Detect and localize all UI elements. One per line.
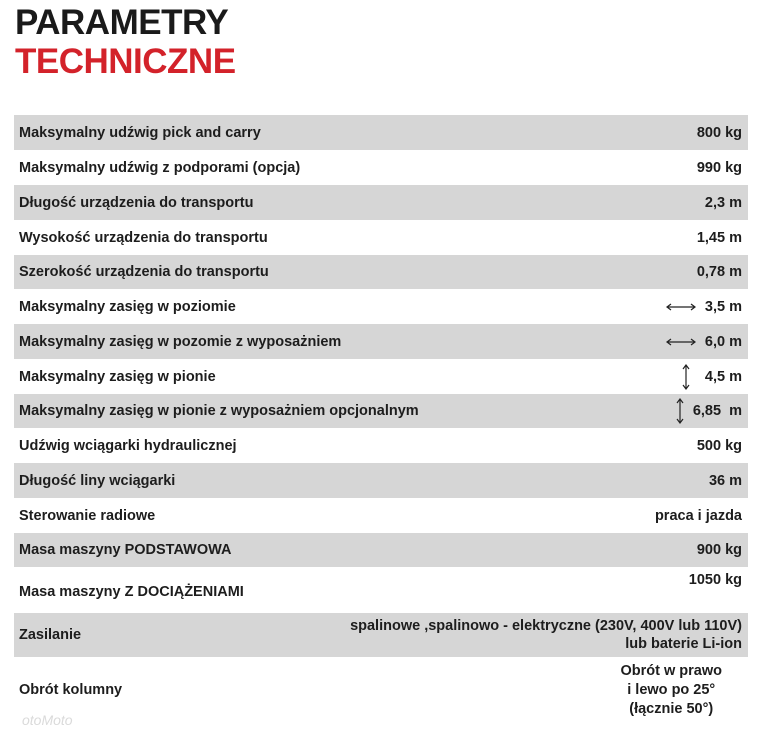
vertical-arrow-icon (681, 363, 691, 391)
title-line-techniczne: TECHNICZNE (15, 42, 236, 81)
spec-row-horizontal-reach-equipment (14, 324, 748, 359)
spec-row-transport-length (14, 185, 748, 220)
spec-row-mass-counterweights (14, 567, 748, 613)
spec-row-column-rotation (14, 657, 748, 723)
spec-row-vertical-reach-optional (14, 394, 748, 428)
spec-label: Wysokość urządzenia do transportu (19, 229, 268, 246)
spec-label: Szerokość urządzenia do transportu (19, 264, 269, 280)
page-title (15, 4, 236, 82)
spec-label: Maksymalny zasięg w pozomie z wyposażniem (19, 333, 342, 350)
spec-value: 3,5 m (704, 298, 742, 315)
spec-value: praca i jazda (654, 507, 742, 524)
title-line-parametry: PARAMETRY (15, 3, 229, 42)
spec-value: 500 kg (696, 437, 742, 454)
spec-label: Udźwig wciągarki hydraulicznej (19, 437, 237, 454)
vertical-arrow-icon (675, 397, 685, 425)
horizontal-arrow-icon (665, 302, 697, 312)
spec-value: 0,78 m (696, 264, 742, 280)
spec-row-transport-height (14, 220, 748, 255)
spec-row-power-supply (14, 613, 748, 657)
watermark: otoMoto (22, 712, 73, 728)
spec-label: Maksymalny zasięg w pionie (19, 368, 216, 385)
spec-row-radio-control (14, 498, 748, 533)
spec-table (14, 115, 748, 723)
spec-row-winch-rope-length (14, 463, 748, 498)
horizontal-arrow-icon (665, 337, 697, 347)
spec-value: 6,0 m (704, 333, 742, 350)
spec-value: 4,5 m (704, 368, 742, 385)
spec-value-line: i lewo po 25° (627, 681, 716, 698)
spec-value-line: lub baterie Li-ion (625, 636, 742, 652)
spec-value: 1,45 m (696, 229, 742, 246)
spec-value-line: Obrót w prawo (620, 662, 722, 679)
spec-label: Masa maszyny PODSTAWOWA (19, 542, 232, 558)
spec-value: 990 kg (696, 159, 742, 176)
spec-row-max-lift-pick-carry (14, 115, 748, 150)
spec-row-vertical-reach (14, 359, 748, 394)
spec-value: 6,85 m (692, 403, 742, 419)
spec-row-base-mass (14, 533, 748, 567)
spec-label: Długość liny wciągarki (19, 472, 176, 489)
spec-label: Obrót kolumny (19, 682, 123, 698)
spec-value: 2,3 m (704, 194, 742, 211)
spec-label: Długość urządzenia do transportu (19, 194, 254, 211)
spec-row-horizontal-reach (14, 289, 748, 324)
spec-row-transport-width (14, 255, 748, 289)
spec-value: 36 m (708, 472, 742, 489)
spec-value: 1050 kg (688, 572, 742, 588)
spec-row-max-lift-outriggers (14, 150, 748, 185)
spec-label: Maksymalny zasięg w pionie z wyposażniem opcjonalnym (19, 403, 419, 419)
spec-label: Masa maszyny Z DOCIĄŻENIAMI (19, 584, 244, 600)
spec-value: 800 kg (696, 124, 742, 141)
spec-value: 900 kg (696, 542, 742, 558)
spec-label: Maksymalny udźwig z podporami (opcja) (19, 159, 301, 176)
spec-label: Sterowanie radiowe (19, 507, 156, 524)
spec-value-line: spalinowe ,spalinowo - elektryczne (230V, 400V lub 110V) (350, 618, 742, 634)
spec-label: Maksymalny zasięg w poziomie (19, 298, 236, 315)
spec-value-line: (łącznie 50°) (629, 700, 714, 717)
spec-label: Maksymalny udźwig pick and carry (19, 124, 261, 141)
spec-label: Zasilanie (19, 627, 82, 643)
spec-row-winch-capacity (14, 428, 748, 463)
